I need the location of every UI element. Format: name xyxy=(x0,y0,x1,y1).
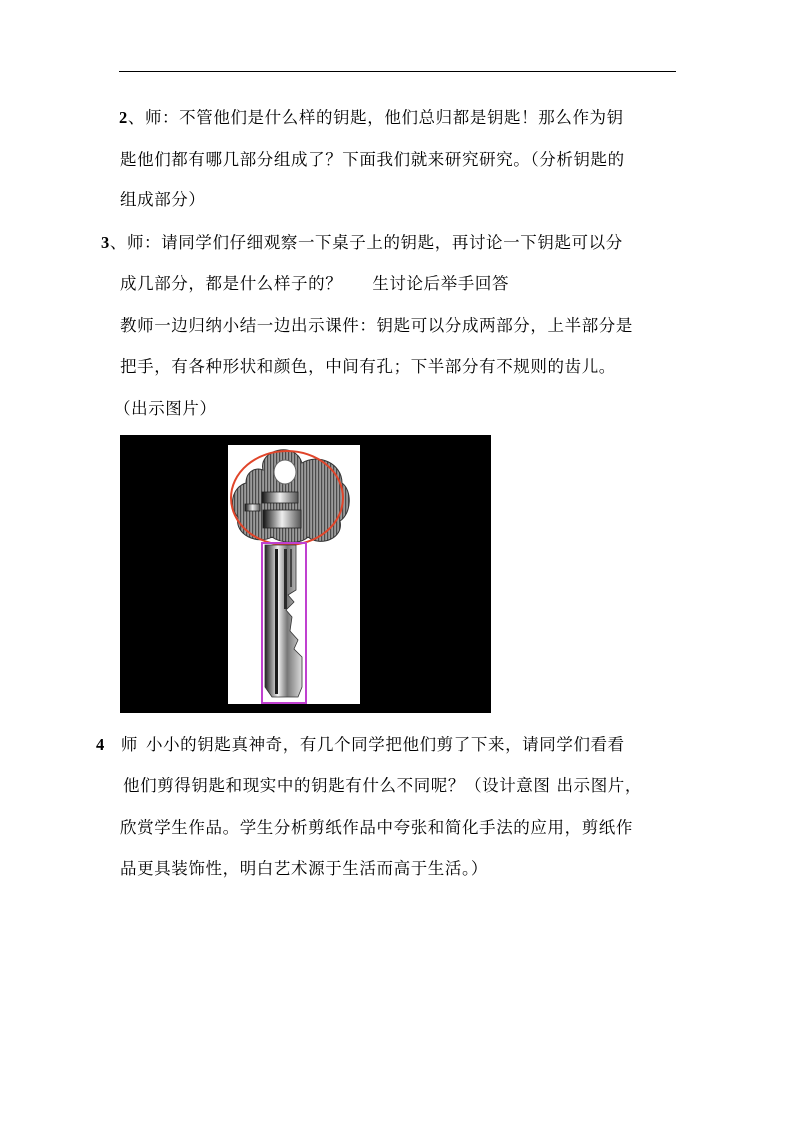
p3-line-1: 3、师：请同学们仔细观察一下桌子上的钥匙，再讨论一下钥匙可以分 xyxy=(101,233,623,252)
p3-number: 3 xyxy=(101,233,110,252)
p4-line-2: 他们剪得钥匙和现实中的钥匙有什么不同呢？（设计意图 出示图片， xyxy=(123,776,642,795)
p3-line-4: 把手，有各种形状和颜色，中间有孔；下半部分有不规则的齿儿。 xyxy=(120,357,616,376)
p3-line-3: 教师一边归纳小结一边出示课件：钥匙可以分成两部分，上半部分是 xyxy=(120,316,633,335)
p4-line-4: 品更具装饰性，明白艺术源于生活而高于生活。） xyxy=(120,859,488,878)
p2-line-3: 组成部分） xyxy=(120,190,206,209)
p4-number: 4 xyxy=(96,735,105,754)
p4-line-3: 欣赏学生作品。学生分析剪纸作品中夸张和简化手法的应用，剪纸作 xyxy=(120,818,633,837)
p2-line-1: 2、师：不管他们是什么样的钥匙，他们总归都是钥匙！那么作为钥 xyxy=(119,108,624,127)
key-hole xyxy=(274,460,296,484)
p4-line-1: 4 师 小小的钥匙真神奇，有几个同学把他们剪了下来，请同学们看看 xyxy=(96,735,625,754)
key-image xyxy=(120,435,491,713)
p2-line-2: 匙他们都有哪几部分组成了？下面我们就来研究研究。（分析钥匙的 xyxy=(120,150,625,169)
p3-line-2: 成几部分，都是什么样子的？ 生讨论后举手回答 xyxy=(120,274,510,293)
header-rule xyxy=(119,71,676,72)
p3-line-5: （出示图片） xyxy=(114,399,217,418)
key-figure xyxy=(120,435,491,713)
p2-number: 2 xyxy=(119,108,128,127)
